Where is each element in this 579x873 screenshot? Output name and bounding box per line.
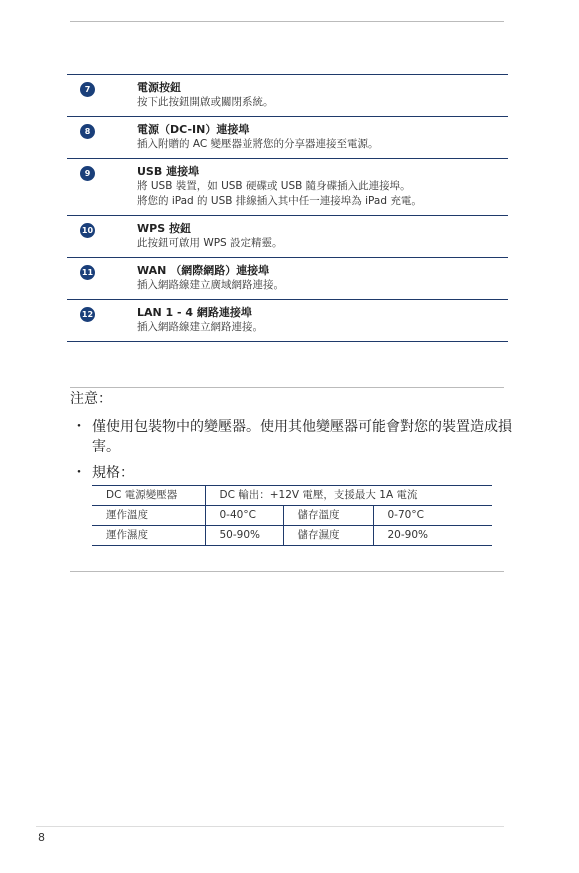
- spec-label: 儲存濕度: [283, 526, 373, 546]
- page-number: 8: [38, 831, 45, 844]
- port-row-wps: [67, 215, 508, 257]
- section-divider: [70, 571, 504, 572]
- port-row-lan: [67, 299, 508, 342]
- top-divider: [70, 21, 504, 22]
- footer-divider: [36, 826, 504, 827]
- port-desc: 將您的 iPad 的 USB 排線插入其中任一連接埠為 iPad 充電。: [137, 195, 422, 207]
- number-badge: 7: [80, 82, 95, 97]
- number-badge: 8: [80, 124, 95, 139]
- table-row: [92, 526, 492, 546]
- bullet-text: 僅使用包裝物中的變壓器。使用其他變壓器可能會對您的裝置造成損害。: [92, 419, 512, 455]
- port-row-power-button: [67, 74, 508, 116]
- port-desc: 插入附贈的 AC 變壓器並將您的分享器連接至電源。: [137, 138, 379, 150]
- spec-value: 0-70°C: [373, 506, 492, 526]
- spec-value: 0-40°C: [205, 506, 283, 526]
- bullet-mark: ・: [72, 465, 86, 481]
- note-divider: [70, 387, 504, 388]
- spec-label: DC 電源變壓器: [92, 486, 205, 506]
- spec-value: 20-90%: [373, 526, 492, 546]
- note-bullet-adapter: [72, 417, 512, 457]
- table-row: [92, 486, 492, 506]
- port-desc: 插入網路線建立廣域網路連接。: [137, 279, 284, 291]
- number-badge: 12: [80, 307, 95, 322]
- port-desc: 按下此按鈕開啟或關閉系統。: [137, 96, 274, 108]
- spec-label: 儲存溫度: [283, 506, 373, 526]
- port-title: LAN 1 - 4 網路連接埠: [137, 306, 252, 319]
- port-title: USB 連接埠: [137, 165, 200, 178]
- port-title: 電源按鈕: [137, 81, 181, 94]
- port-desc: 將 USB 裝置，如 USB 硬碟或 USB 隨身碟插入此連接埠。: [137, 180, 411, 192]
- spec-label: 運作溫度: [92, 506, 205, 526]
- port-row-wan: [67, 257, 508, 299]
- port-row-dc-in: [67, 116, 508, 158]
- spec-table: [92, 485, 492, 546]
- note-title: 注意：: [70, 391, 112, 407]
- note-bullet-spec: [72, 463, 134, 483]
- port-desc: 此按鈕可啟用 WPS 設定精靈。: [137, 237, 283, 249]
- number-badge: 10: [80, 223, 95, 238]
- port-desc: 插入網路線建立網路連接。: [137, 321, 263, 333]
- number-badge: 9: [80, 166, 95, 181]
- port-title: WAN （網際網路）連接埠: [137, 264, 270, 277]
- spec-value: 50-90%: [205, 526, 283, 546]
- port-row-usb: [67, 158, 508, 215]
- bullet-text: 規格：: [92, 465, 134, 481]
- number-badge: 11: [80, 265, 95, 280]
- table-row: [92, 506, 492, 526]
- spec-label: 運作濕度: [92, 526, 205, 546]
- spec-value: DC 輸出：+12V 電壓，支援最大 1A 電流: [205, 486, 492, 506]
- port-list: [67, 74, 508, 342]
- port-title: 電源（DC-IN）連接埠: [137, 123, 250, 136]
- bullet-mark: ・: [72, 419, 86, 435]
- port-title: WPS 按鈕: [137, 222, 191, 235]
